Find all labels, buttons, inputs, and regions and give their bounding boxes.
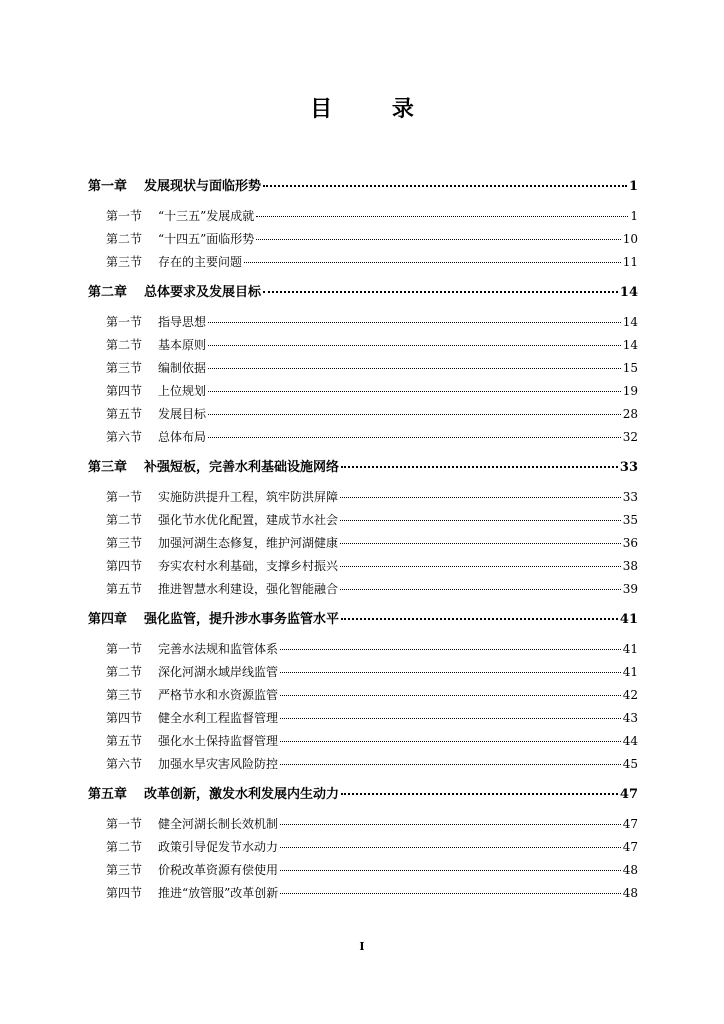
section-page-number: 1 [630, 209, 638, 223]
chapter-page-number: 33 [619, 460, 638, 475]
toc-section-row[interactable] [88, 555, 638, 578]
chapter-number: 第一章 [88, 179, 128, 194]
dot-leader [340, 520, 621, 521]
section-page-number: 19 [622, 384, 638, 398]
page-title: 目 录 [310, 96, 440, 122]
section-number: 第三节 [106, 863, 143, 877]
section-number: 第三节 [106, 361, 143, 375]
toc-section-row[interactable] [88, 813, 638, 836]
toc-section-row[interactable] [88, 859, 638, 882]
section-page-number: 48 [622, 886, 638, 900]
section-page-number: 10 [622, 232, 638, 246]
toc-section-row[interactable] [88, 357, 638, 380]
section-title: 政策引导促发节水动力 [158, 840, 279, 854]
section-number: 第三节 [106, 536, 143, 550]
toc-section-row[interactable] [88, 380, 638, 403]
chapter-title: 强化监管，提升涉水事务监管水平 [144, 612, 340, 627]
dot-leader [340, 589, 621, 590]
toc-section-row[interactable] [88, 753, 638, 776]
chapter-number: 第二章 [88, 285, 128, 300]
chapter-title: 总体要求及发展目标 [144, 285, 262, 300]
dot-leader [280, 718, 621, 719]
toc-chapter-row[interactable] [88, 276, 638, 309]
dot-leader [280, 695, 621, 696]
dot-leader [280, 672, 621, 673]
chapter-title: 补强短板，完善水利基础设施网络 [144, 460, 340, 475]
section-title: 编制依据 [158, 361, 207, 375]
toc-section-row[interactable] [88, 730, 638, 753]
section-title: “十四五”面临形势 [158, 232, 255, 246]
page-number-footer: I [359, 940, 365, 953]
section-number: 第二节 [106, 232, 143, 246]
section-number: 第五节 [106, 582, 143, 596]
section-number: 第四节 [106, 886, 143, 900]
section-page-number: 41 [622, 665, 638, 679]
section-page-number: 44 [622, 734, 638, 748]
toc-section-row[interactable] [88, 509, 638, 532]
section-title: 基本原则 [158, 338, 207, 352]
chapter-page-number: 1 [628, 179, 638, 194]
section-number: 第五节 [106, 407, 143, 421]
section-number: 第三节 [106, 688, 143, 702]
dot-leader [280, 893, 620, 894]
section-title: 推进智慧水利建设，强化智能融合 [158, 582, 339, 596]
table-of-contents [88, 170, 638, 905]
chapter-page-number: 41 [619, 612, 638, 627]
section-title: 加强河湖生态修复，维护河湖健康 [158, 536, 339, 550]
dot-leader [263, 291, 618, 293]
section-page-number: 35 [622, 513, 638, 527]
dot-leader [256, 239, 620, 240]
dot-leader [280, 764, 621, 765]
section-page-number: 48 [622, 863, 638, 877]
dot-leader [341, 793, 618, 795]
section-number: 第二节 [106, 665, 143, 679]
section-page-number: 39 [622, 582, 638, 596]
section-number: 第一节 [106, 315, 143, 329]
toc-chapter-row[interactable] [88, 603, 638, 636]
section-number: 第五节 [106, 734, 143, 748]
section-number: 第一节 [106, 209, 143, 223]
chapter-number: 第五章 [88, 787, 128, 802]
toc-section-row[interactable] [88, 334, 638, 357]
section-number: 第四节 [106, 384, 143, 398]
section-title: 发展目标 [158, 407, 207, 421]
section-title: 健全水利工程监督管理 [158, 711, 279, 725]
section-title: 加强水旱灾害风险防控 [158, 757, 279, 771]
section-title: 存在的主要问题 [158, 255, 243, 269]
section-title: 价税改革资源有偿使用 [158, 863, 279, 877]
dot-leader [280, 649, 621, 650]
toc-section-row[interactable] [88, 251, 638, 274]
chapter-title: 改革创新，激发水利发展内生动力 [144, 787, 340, 802]
toc-section-row[interactable] [88, 532, 638, 555]
toc-chapter-row[interactable] [88, 778, 638, 811]
section-page-number: 43 [622, 711, 638, 725]
section-page-number: 38 [622, 559, 638, 573]
dot-leader [256, 216, 628, 217]
dot-leader [280, 824, 621, 825]
toc-section-row[interactable] [88, 661, 638, 684]
dot-leader [244, 262, 621, 263]
section-page-number: 47 [622, 817, 638, 831]
section-title: 实施防洪提升工程，筑牢防洪屏障 [158, 490, 339, 504]
chapter-number: 第三章 [88, 460, 128, 475]
section-title: 强化节水优化配置，建成节水社会 [158, 513, 339, 527]
dot-leader [208, 391, 621, 392]
section-page-number: 14 [622, 315, 638, 329]
dot-leader [341, 618, 618, 620]
section-page-number: 41 [622, 642, 638, 656]
section-title: 夯实农村水利基础，支撑乡村振兴 [158, 559, 339, 573]
toc-section-row[interactable] [88, 311, 638, 334]
section-number: 第三节 [106, 255, 143, 269]
section-page-number: 47 [622, 840, 638, 854]
section-number: 第一节 [106, 642, 143, 656]
toc-section-row[interactable] [88, 403, 638, 426]
toc-section-row[interactable] [88, 638, 638, 661]
dot-leader [340, 566, 621, 567]
section-number: 第二节 [106, 338, 143, 352]
section-title: 深化河湖水域岸线监管 [158, 665, 279, 679]
dot-leader [208, 345, 621, 346]
section-title: 上位规划 [158, 384, 207, 398]
toc-section-row[interactable] [88, 882, 638, 905]
toc-section-row[interactable] [88, 486, 638, 509]
section-title: 总体布局 [158, 430, 207, 444]
section-page-number: 11 [622, 255, 638, 269]
section-page-number: 33 [622, 490, 638, 504]
section-title: 健全河湖长制长效机制 [158, 817, 279, 831]
section-page-number: 15 [622, 361, 638, 375]
toc-section-row[interactable] [88, 426, 638, 449]
dot-leader [208, 368, 621, 369]
section-number: 第一节 [106, 490, 143, 504]
toc-section-row[interactable] [88, 578, 638, 601]
dot-leader [340, 543, 621, 544]
dot-leader [208, 437, 621, 438]
section-number: 第六节 [106, 757, 143, 771]
dot-leader [208, 322, 621, 323]
toc-section-row[interactable] [88, 205, 638, 228]
section-page-number: 42 [622, 688, 638, 702]
chapter-number: 第四章 [88, 612, 128, 627]
chapter-page-number: 47 [619, 787, 638, 802]
section-title: 完善水法规和监管体系 [158, 642, 279, 656]
toc-chapter-row[interactable] [88, 451, 638, 484]
section-number: 第一节 [106, 817, 143, 831]
toc-section-row[interactable] [88, 228, 638, 251]
section-title: 严格节水和水资源监管 [158, 688, 279, 702]
toc-section-row[interactable] [88, 836, 638, 859]
section-number: 第二节 [106, 513, 143, 527]
section-page-number: 36 [622, 536, 638, 550]
section-number: 第二节 [106, 840, 143, 854]
toc-chapter-row[interactable] [88, 170, 638, 203]
section-title: 指导思想 [158, 315, 207, 329]
dot-leader [280, 847, 621, 848]
dot-leader [280, 870, 621, 871]
dot-leader [280, 741, 621, 742]
dot-leader [340, 497, 621, 498]
section-title: 强化水土保持监督管理 [158, 734, 279, 748]
section-page-number: 45 [622, 757, 638, 771]
section-page-number: 32 [622, 430, 638, 444]
toc-section-row[interactable] [88, 684, 638, 707]
section-page-number: 14 [622, 338, 638, 352]
section-title: “十三五”发展成就 [158, 209, 255, 223]
section-page-number: 28 [622, 407, 638, 421]
section-title: 推进“放管服”改革创新 [158, 886, 279, 900]
dot-leader [341, 466, 618, 468]
toc-section-row[interactable] [88, 707, 638, 730]
section-number: 第六节 [106, 430, 143, 444]
dot-leader [208, 414, 621, 415]
section-number: 第四节 [106, 711, 143, 725]
chapter-title: 发展现状与面临形势 [144, 179, 262, 194]
section-number: 第四节 [106, 559, 143, 573]
chapter-page-number: 14 [619, 285, 638, 300]
dot-leader [263, 185, 627, 187]
